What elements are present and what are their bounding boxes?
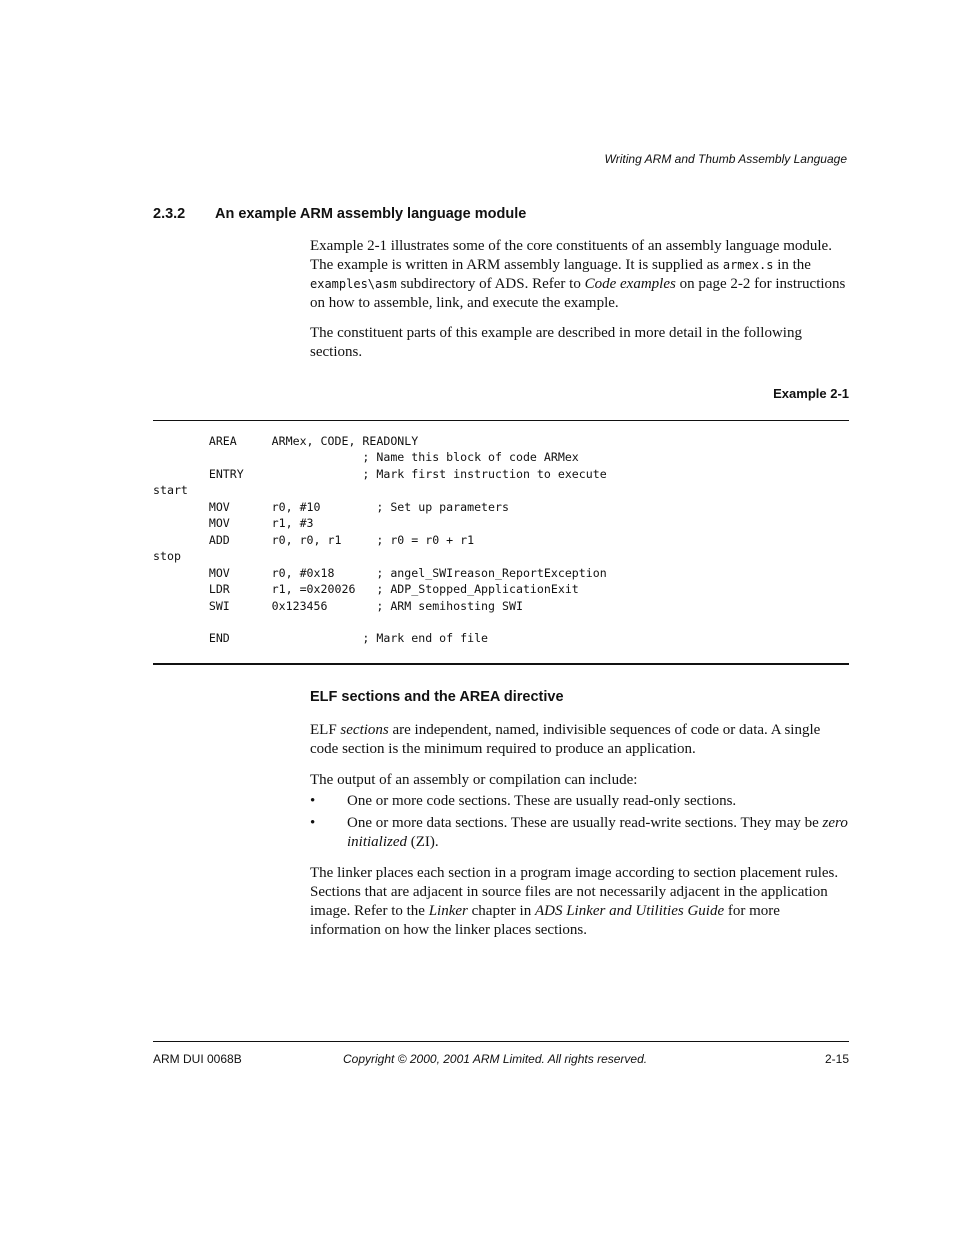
example-bottom-rule: [153, 663, 849, 665]
sections-term: sections: [340, 722, 389, 738]
list-item-text-a: One or more data sections. These are usually read-write sections. They may be: [347, 815, 823, 831]
bullet-icon: •: [310, 815, 316, 831]
output-list: [310, 792, 850, 855]
section-number: 2.3.2: [153, 206, 186, 222]
elf-paragraph-3: [310, 864, 850, 940]
running-header: Writing ARM and Thumb Assembly Language: [604, 152, 847, 166]
file-name: armex.s: [722, 258, 774, 272]
page-number: 2-15: [824, 1052, 849, 1066]
section-title: An example ARM assembly language module: [215, 206, 527, 222]
elf-p3-b: chapter in: [467, 903, 535, 919]
bullet-icon: •: [310, 793, 316, 809]
intro-paragraph-1: [310, 237, 850, 313]
example-top-rule: [153, 420, 849, 421]
elf-p1-a: ELF: [310, 722, 341, 738]
directory-name: examples\asm: [310, 277, 397, 291]
code-examples-reference: Code examples: [584, 276, 676, 292]
document-id: ARM DUI 0068B: [153, 1052, 242, 1066]
intro-text-d: on page 2-2 for instructions on how to assemble, link, and execute the example.: [310, 276, 846, 311]
section-heading: [153, 206, 526, 222]
intro-paragraph-2: [310, 324, 850, 362]
intro-paragraph-2-text: The constituent parts of this example are described in more detail in the following sections.: [310, 325, 802, 360]
elf-p1-b: are independent, named, indivisible sequences of code or data. A single code section is the minimum required to produce an application.: [310, 722, 821, 757]
intro-text-c: subdirectory of ADS. Refer to: [396, 276, 585, 292]
example-label: Example 2-1: [773, 386, 849, 401]
intro-text-b: in the: [773, 257, 811, 273]
intro-text-a: Example 2-1 illustrates some of the core constituents of an assembly language module. The example is written in ARM assembly language. It is supplied as: [310, 238, 832, 273]
subsection-heading: ELF sections and the AREA directive: [310, 689, 564, 705]
list-item: [310, 814, 850, 852]
copyright-notice: Copyright © 2000, 2001 ARM Limited. All rights reserved.: [343, 1052, 648, 1066]
code-listing: AREA ARMex, CODE, READONLY ; Name this block of code ARMex ENTRY ; Mark first instruction to execute start MOV r0, #10 ; Set up parameters MOV r1, #3 ADD r0, r0, r1 ; r0 = r0 + r1 stop MOV r0, #0x18 ; angel_SWIreason_ReportException LDR r1, =0x20026 ; ADP_Stopped_ApplicationExit SWI 0x123456 ; ARM semihosting SWI END ; Mark end of file: [153, 434, 607, 646]
linker-reference: Linker: [428, 903, 468, 919]
elf-paragraph-1: [310, 721, 850, 759]
guide-reference: ADS Linker and Utilities Guide: [534, 903, 725, 919]
list-item: [310, 792, 850, 811]
elf-paragraph-2: [310, 771, 850, 790]
list-item-text: One or more code sections. These are usually read-only sections.: [347, 793, 737, 809]
elf-p3-c: for more information on how the linker places sections.: [310, 903, 780, 938]
elf-paragraph-2-text: The output of an assembly or compilation can include:: [310, 772, 638, 788]
list-item-text-b: (ZI).: [407, 834, 439, 850]
footer-rule: [153, 1041, 849, 1042]
elf-p3-a: The linker places each section in a program image according to section placement rules. Sections that are adjacent in source files are not necessarily adjacent in the application image. Refer to the: [310, 865, 839, 919]
zero-initialized-term: zero initialized: [347, 815, 848, 850]
